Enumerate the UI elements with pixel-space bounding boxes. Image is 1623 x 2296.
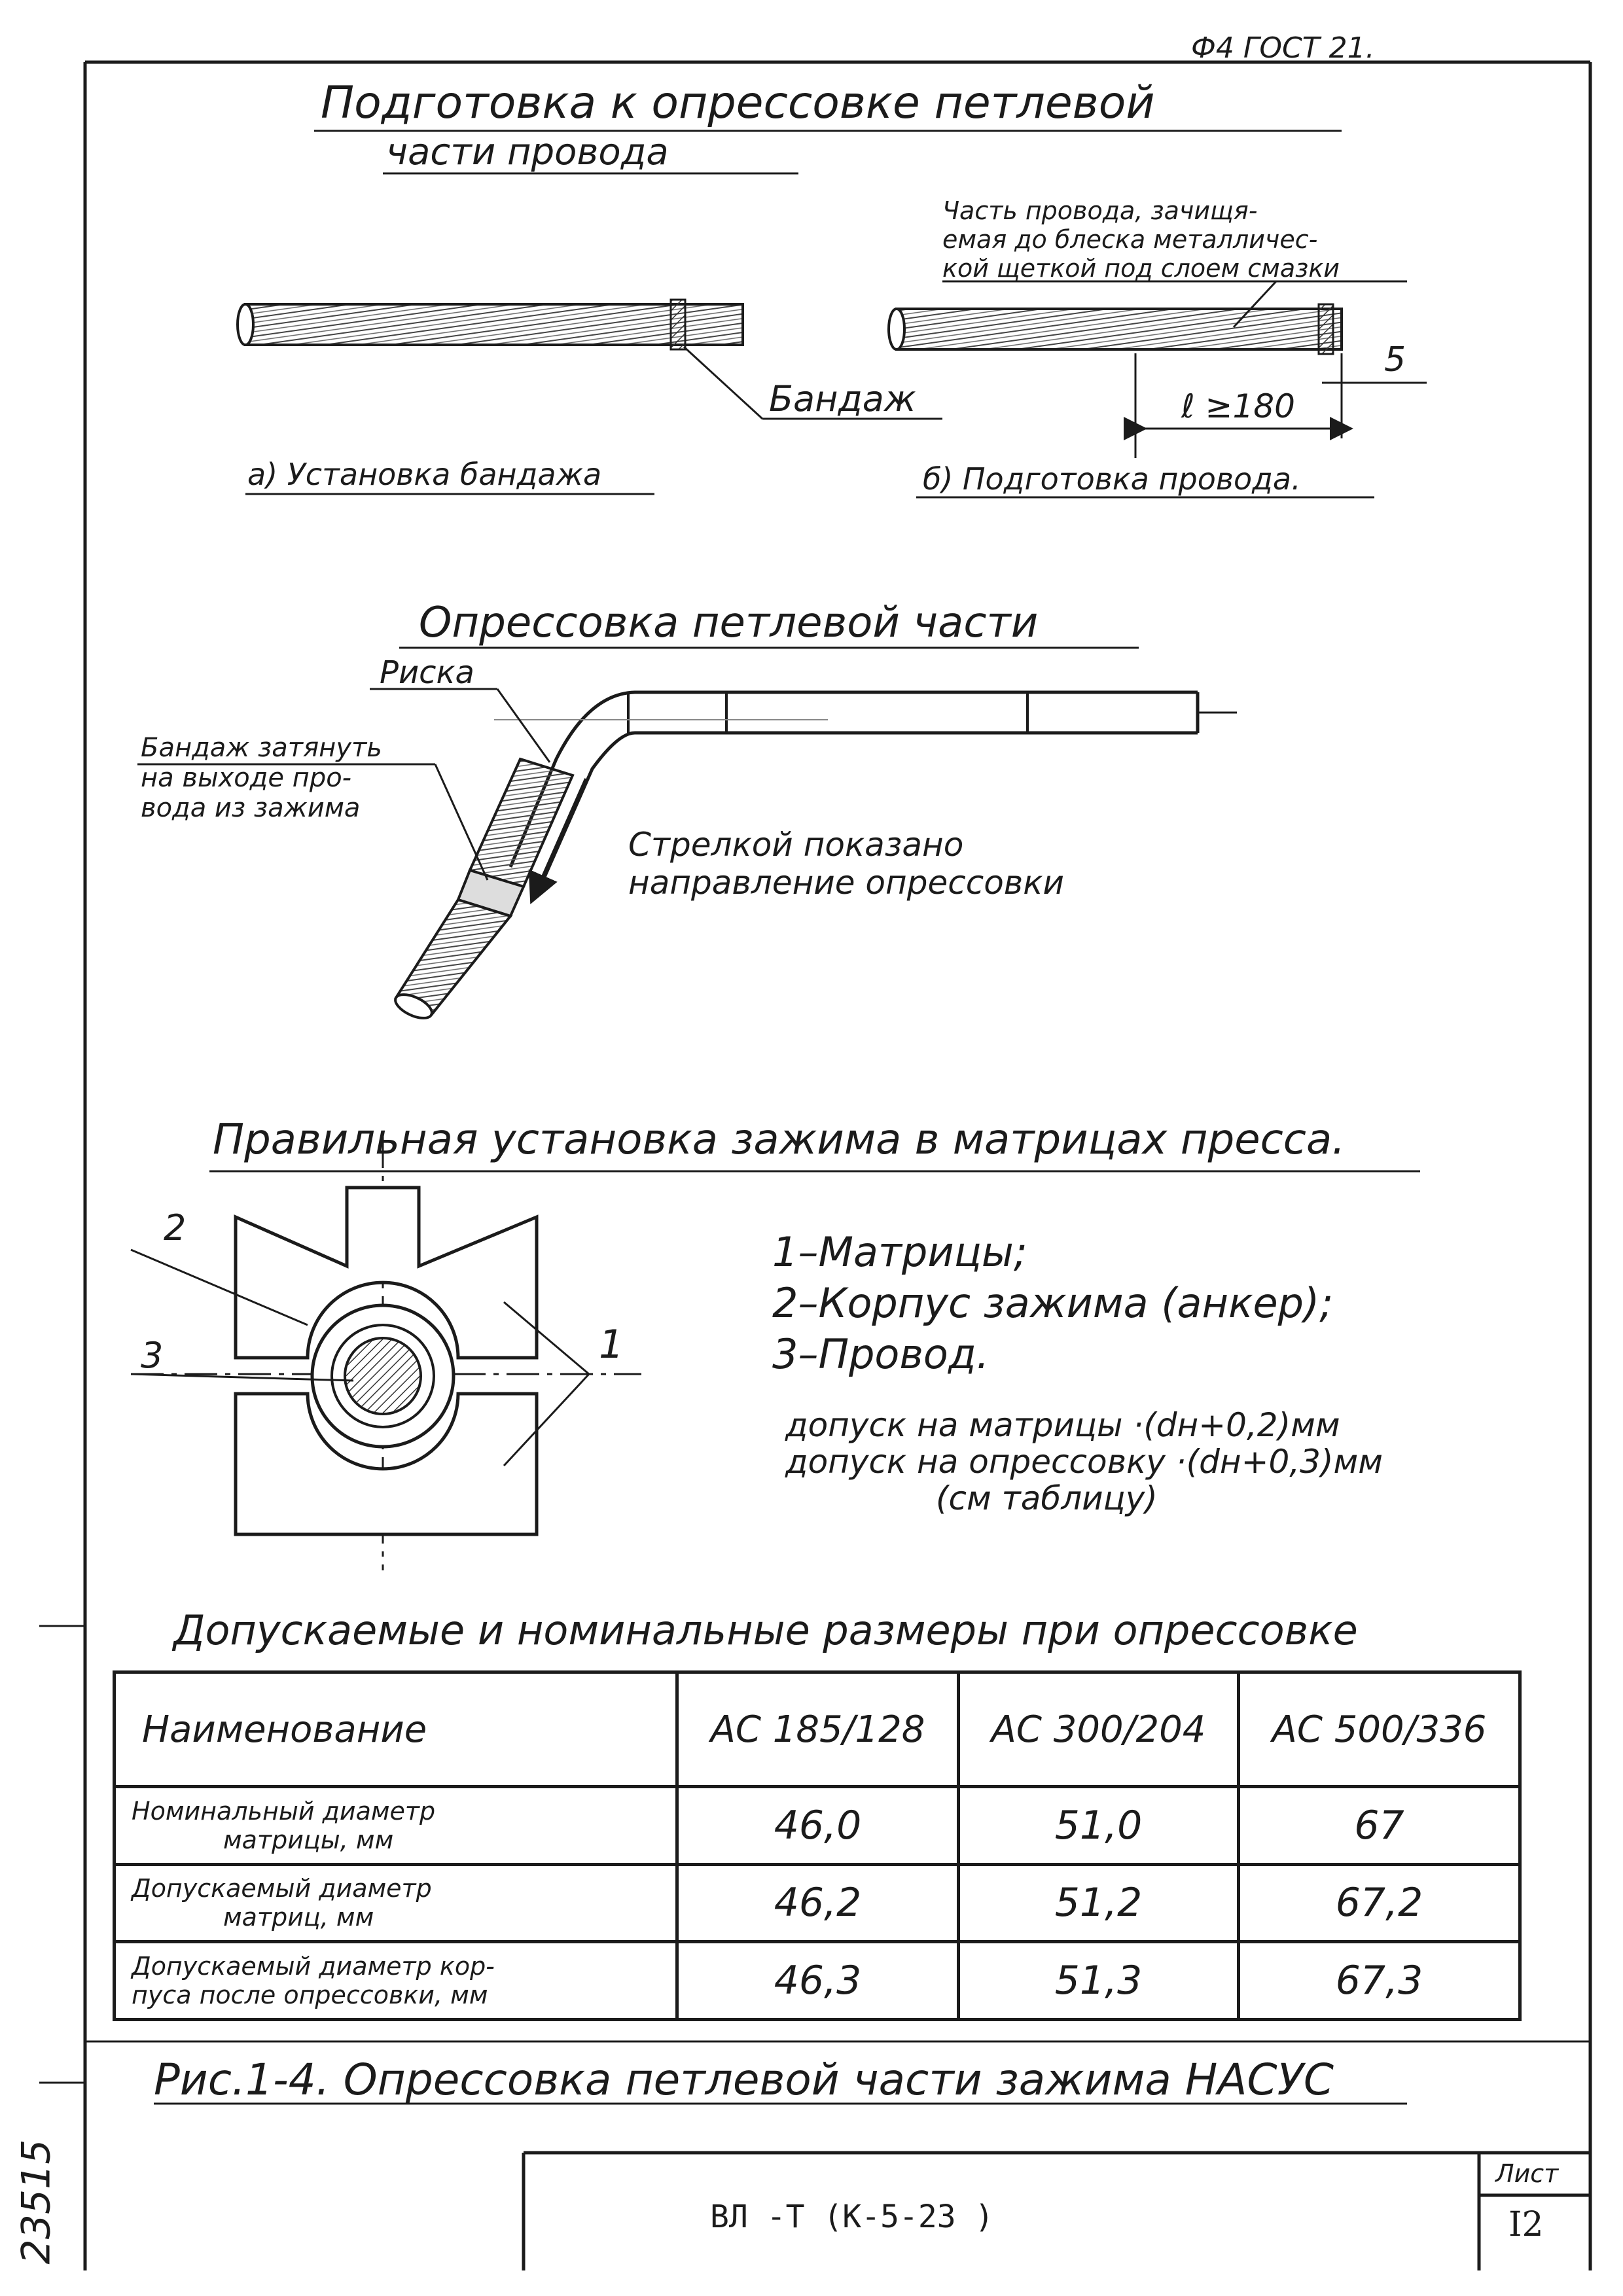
cleaning-note-line: емая до блеска металличес- — [942, 225, 1318, 254]
die-legend — [772, 1227, 1333, 1380]
table-header-row — [115, 1672, 1520, 1787]
section1-title-line2: части провода — [386, 131, 669, 173]
section3-title: Правильная установка зажима в матрицах пресса. — [213, 1116, 1346, 1164]
legend-item: 3–Провод. — [772, 1330, 990, 1378]
bandage-label: Бандаж — [769, 378, 916, 419]
bandage-note-line: Бандаж затянуть — [141, 733, 382, 763]
sheet-number: I2 — [1508, 2205, 1544, 2244]
cleaning-note — [942, 196, 1340, 283]
tolerance-line: допуск на опрессовку ·(dн+0,3)мм — [785, 1443, 1383, 1481]
corner-note: Ф4 ГОСТ 21. — [1191, 31, 1375, 65]
tolerance-note — [785, 1407, 1383, 1517]
callout-1: 1 — [599, 1322, 624, 1368]
row-label-line: Номинальный диаметр — [132, 1796, 436, 1826]
conductor-b-drawing — [889, 281, 1427, 458]
table-title: Допускаемые и номинальные размеры при опрессовке — [173, 1606, 1358, 1654]
bandage-note-line: на выходе про- — [141, 763, 352, 793]
figure-caption: Рис.1-4. Опрессовка петлевой части зажима НАСУС — [154, 2055, 1334, 2105]
tolerance-line: (см таблицу) — [936, 1479, 1158, 1517]
row-label-line: пуса после опрессовки, мм — [132, 1981, 488, 2010]
tolerance-line: допуск на матрицы ·(dн+0,2)мм — [785, 1406, 1340, 1444]
callout-2: 2 — [164, 1207, 187, 1248]
table-cell: 46,3 — [677, 1942, 959, 2020]
caption-wire-prep: б) Подготовка провода. — [923, 461, 1301, 497]
dimensions-table — [113, 1670, 1522, 2021]
row-label — [115, 1787, 677, 1865]
row-label-line: матриц, мм — [223, 1903, 374, 1932]
section2-title: Опрессовка петлевой части — [419, 599, 1039, 647]
title-block — [524, 2153, 1590, 2270]
legend-item: 2–Корпус зажима (анкер); — [772, 1279, 1334, 1327]
drawing-designation: ВЛ -Т (К-5-23 ) — [710, 2199, 994, 2235]
side-inventory-number: 23515 — [13, 2139, 60, 2265]
column-header: Наименование — [115, 1672, 677, 1787]
table-cell: 51,0 — [959, 1787, 1239, 1865]
table-row — [115, 1787, 1520, 1865]
offset-dimension: 5 — [1384, 340, 1406, 380]
arrow-direction-note — [628, 826, 1064, 902]
caption-bandage-install: а) Установка бандажа — [247, 457, 602, 492]
column-header: АС 500/336 — [1239, 1672, 1520, 1787]
table-cell: 67,2 — [1239, 1864, 1520, 1942]
column-header: АС 300/204 — [959, 1672, 1239, 1787]
arrow-note-line: направление опрессовки — [628, 864, 1064, 902]
table-cell: 67,3 — [1239, 1942, 1520, 2020]
table-cell: 46,0 — [677, 1787, 959, 1865]
arrow-note-line: Стрелкой показано — [628, 826, 964, 864]
bandage-tighten-note — [141, 733, 382, 823]
table-row — [115, 1864, 1520, 1942]
cleaning-note-line: Часть провода, зачищя- — [942, 196, 1258, 225]
die-section-drawing — [131, 1135, 641, 1570]
length-dimension: ℓ ≥180 — [1181, 387, 1295, 425]
sheet-label: Лист — [1495, 2159, 1559, 2188]
cleaning-note-line: кой щеткой под слоем смазки — [942, 254, 1340, 283]
table-cell: 51,2 — [959, 1864, 1239, 1942]
row-label-line: Допускаемый диаметр кор- — [132, 1952, 495, 1981]
table-cell: 51,3 — [959, 1942, 1239, 2020]
table-cell: 67 — [1239, 1787, 1520, 1865]
legend-item: 1–Матрицы; — [772, 1228, 1027, 1276]
section1-title: Подготовка к опрессовке петлевой — [321, 77, 1155, 129]
riska-label: Риска — [380, 654, 474, 691]
table-cell: 46,2 — [677, 1864, 959, 1942]
row-label — [115, 1864, 677, 1942]
row-label-line: матрицы, мм — [223, 1825, 394, 1854]
column-header: АС 185/128 — [677, 1672, 959, 1787]
row-label — [115, 1942, 677, 2020]
table-row — [115, 1942, 1520, 2020]
callout-3: 3 — [141, 1335, 164, 1376]
bandage-note-line: вода из зажима — [141, 793, 361, 823]
row-label-line: Допускаемый диаметр — [132, 1874, 432, 1903]
